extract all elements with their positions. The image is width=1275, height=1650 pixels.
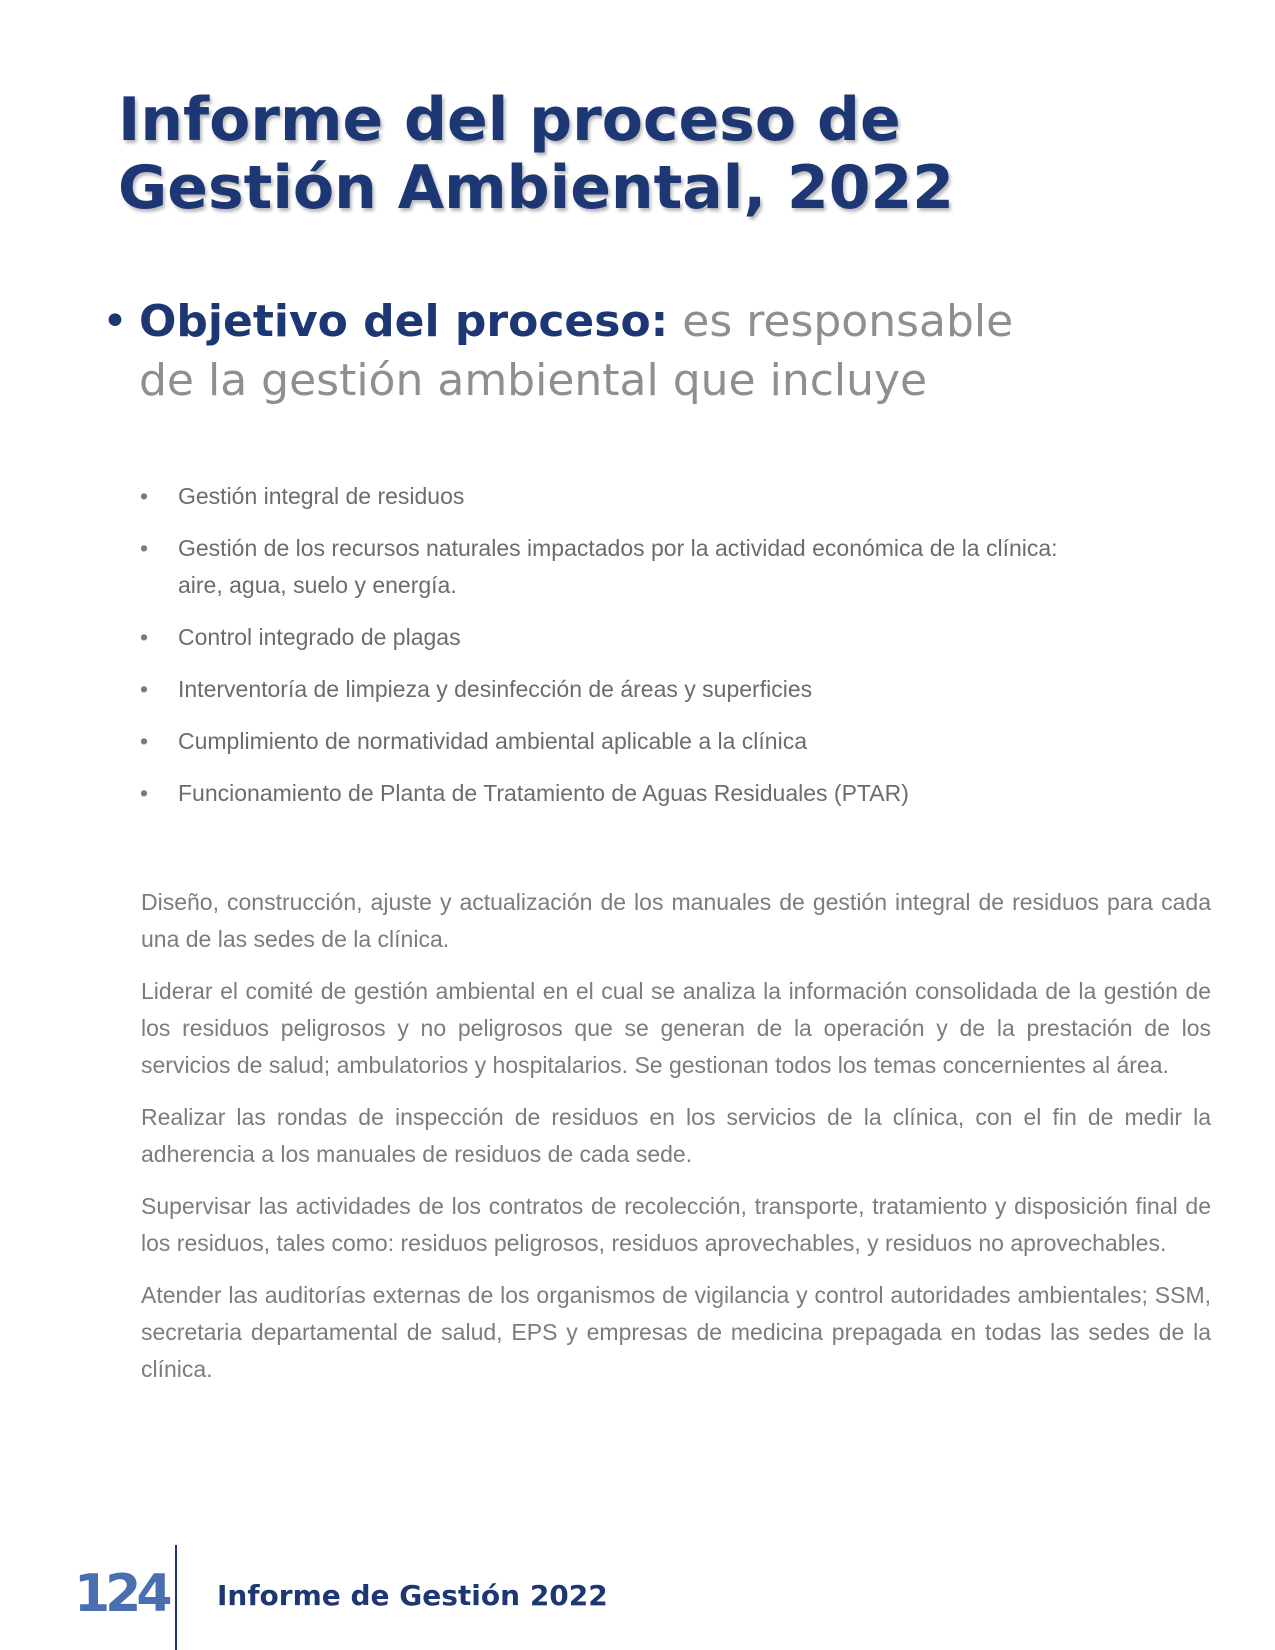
list-item-text: Control integrado de plagas — [178, 624, 461, 650]
footer-caption: Informe de Gestión 2022 — [217, 1579, 608, 1612]
body-text — [141, 884, 1211, 1403]
list-item — [140, 723, 1060, 760]
paragraph: Realizar las rondas de inspección de residuos en los servicios de la clínica, con el fin de medir la adherencia a los manuales de residuos de cada sede. — [141, 1104, 1211, 1167]
paragraph: Atender las auditorías externas de los organismos de vigilancia y control autoridades ambientales; SSM, secretaria departamental de salud, EPS y empresas de medicina prepagada en todas las sedes de la clínica. — [141, 1282, 1211, 1382]
bullet-icon: • — [140, 624, 149, 650]
page-title: Informe del proceso de Gestión Ambiental, 2022 — [118, 85, 955, 223]
list-item-text: Gestión de los recursos naturales impactados por la actividad económica de la clínica: aire, agua, suelo y energía. — [178, 535, 1058, 598]
footer-divider — [175, 1545, 177, 1650]
list-item — [140, 619, 1060, 656]
scope-list — [140, 478, 1060, 827]
objective-label: Objetivo del proceso: — [139, 296, 669, 347]
list-item — [140, 775, 1060, 812]
list-item-text: Cumplimiento de normatividad ambiental aplicable a la clínica — [178, 728, 807, 754]
list-item — [140, 530, 1060, 604]
list-item-text: Gestión integral de residuos — [178, 483, 465, 509]
objective-statement — [139, 292, 1062, 410]
paragraph: Supervisar las actividades de los contratos de recolección, transporte, tratamiento y disposición final de los residuos, tales como: residuos peligrosos, residuos aprovechables, y residuos no aprovechables. — [141, 1193, 1211, 1256]
bullet-icon: • — [140, 676, 149, 702]
objective-bullet: • — [102, 296, 128, 347]
paragraph: Liderar el comité de gestión ambiental en el cual se analiza la información consolidada de la gestión de los residuos peligrosos y no peligrosos que se generan de la operación y de la prestación de los servicios de salud; ambulatorios y hospitalarios. Se gestionan todos los temas concernientes al área. — [141, 978, 1211, 1078]
paragraph: Diseño, construcción, ajuste y actualización de los manuales de gestión integral de residuos para cada una de las sedes de la clínica. — [141, 889, 1211, 952]
list-item — [140, 671, 1060, 708]
bullet-icon: • — [140, 780, 149, 806]
list-item-text: Interventoría de limpieza y desinfección de áreas y superficies — [178, 676, 813, 702]
list-item — [140, 478, 1060, 515]
bullet-icon: • — [140, 535, 149, 561]
page-number: 124 — [74, 1564, 168, 1624]
bullet-icon: • — [140, 728, 149, 754]
bullet-icon: • — [140, 483, 149, 509]
list-item-text: Funcionamiento de Planta de Tratamiento de Aguas Residuales (PTAR) — [178, 780, 909, 806]
process-objective — [102, 292, 1062, 410]
objective-text: es responsable de la gestión ambiental que incluye — [139, 296, 1014, 406]
